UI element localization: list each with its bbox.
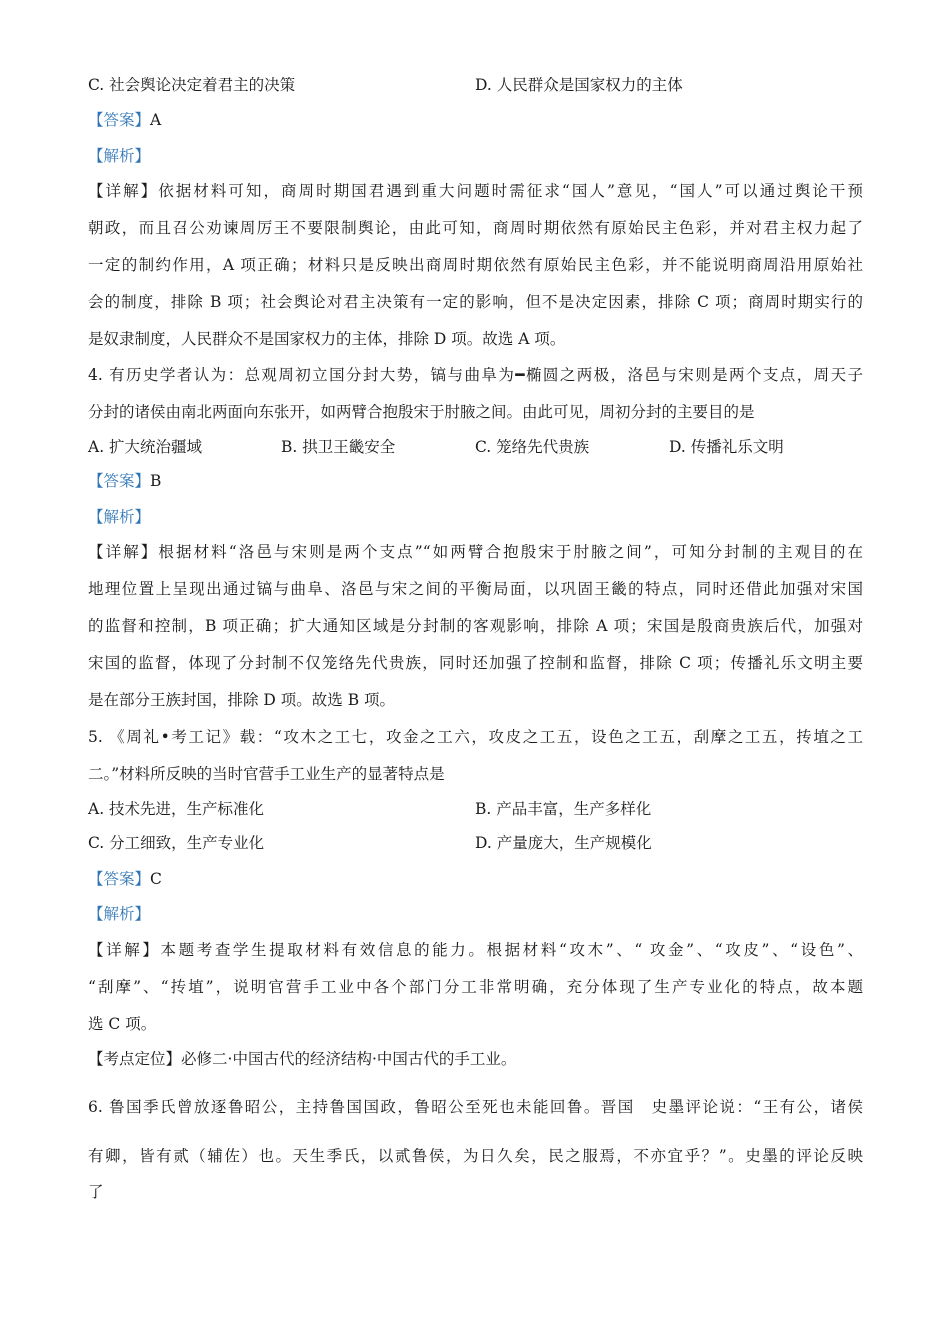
q3-detail-line: 是奴隶制度，人民群众不是国家权力的主体，排除 D 项。故选 A 项。 (88, 330, 566, 348)
q6-stem: 6. 鲁国季氏曾放逐鲁昭公，主持鲁国国政，鲁昭公至死也未能回鲁。晋国 史墨评论说：“王有公，诸侯 (88, 1098, 863, 1116)
q4-detail-line: 是在部分王族封国，排除 D 项。故选 B 项。 (88, 691, 396, 709)
q5-detail-line: “刮摩”、“抟埴”，说明官营手工业中各个部门分工非常明确，充分体现了生产专业化的特点，故本题 (88, 978, 863, 996)
q6-stem: 了 (88, 1183, 104, 1201)
answer-tag: 【答案】 (88, 870, 151, 888)
answer-value: C (150, 870, 162, 888)
answer-tag: 【答案】 (88, 472, 151, 490)
point-tag: 【考点定位】 (88, 1050, 182, 1068)
q4-option-b[interactable]: B. 拱卫王畿安全 (281, 438, 396, 456)
detail-tag: 【详解】 (88, 941, 161, 959)
q5-option-c[interactable]: C. 分工细致，生产专业化 (88, 834, 265, 852)
answer-tag: 【答案】 (88, 111, 151, 129)
q4-detail-line: 宋国的监督，体现了分封制不仅笼络先代贵族，同时还加强了控制和监督，排除 C 项；传播礼乐文明主要 (88, 654, 863, 672)
answer-value: A (150, 111, 162, 129)
q3-analysis-tag: 【解析】 (88, 147, 151, 165)
q4-option-a[interactable]: A. 扩大统治疆域 (88, 438, 203, 456)
q3-detail-line: 一定的制约作用，A 项正确；材料只是反映出商周时期依然有原始民主色彩，并不能说明商周沿用原始社 (88, 256, 863, 274)
q5-option-d[interactable]: D. 产量庞大，生产规模化 (475, 834, 652, 852)
q5-stem: 二。”材料所反映的当时官营手工业生产的显著特点是 (88, 765, 445, 783)
q4-option-d[interactable]: D. 传播礼乐文明 (669, 438, 784, 456)
q5-option-b[interactable]: B. 产品丰富，生产多样化 (475, 800, 652, 818)
detail-tag: 【详解】 (88, 182, 159, 200)
q4-analysis-tag: 【解析】 (88, 508, 151, 526)
q5-answer (88, 868, 162, 890)
q4-detail-line: 的监督和控制，B 项正确；扩大通知区域是分封制的客观影响，排除 A 项；宋国是殷商贵族后代，加强对 (88, 617, 863, 635)
q5-option-a[interactable]: A. 技术先进，生产标准化 (88, 800, 265, 818)
q4-detail-line: 地理位置上呈现出通过镐与曲阜、洛邑与宋之间的平衡局面，以巩固王畿的特点，同时还借此加强对宋国 (88, 580, 863, 598)
q5-detail-line: 【详解】本题考查学生提取材料有效信息的能力。根据材料“攻木”、“ 攻金”、“攻皮”、“设色”、 (88, 941, 863, 959)
q3-option-c[interactable]: C. 社会舆论决定着君主的决策 (88, 76, 296, 94)
q5-stem: 5. 《周礼•考工记》载：“攻木之工七，攻金之工六，攻皮之工五，设色之工五，刮摩之工五，抟埴之工 (88, 728, 863, 746)
q3-answer (88, 109, 161, 131)
q4-answer (88, 470, 161, 492)
q4-stem: 4. 有历史学者认为：总观周初立国分封大势，镐与曲阜为━椭圆之两极，洛邑与宋则是两个支点，周天子 (88, 366, 863, 384)
q5-analysis-tag: 【解析】 (88, 905, 151, 923)
q4-detail-line: 【详解】根据材料“洛邑与宋则是两个支点”“如两臂合抱殷宋于肘腋之间”，可知分封制的主观目的在 (88, 543, 863, 561)
q3-detail-line: 会的制度，排除 B 项；社会舆论对君主决策有一定的影响，但不是决定因素，排除 C 项；商周时期实行的 (88, 293, 863, 311)
detail-tag: 【详解】 (88, 543, 159, 561)
answer-value: B (150, 472, 162, 490)
q3-detail-line: 【详解】依据材料可知，商周时期国君遇到重大问题时需征求“国人”意见，“国人”可以通过舆论干预 (88, 182, 863, 200)
q3-detail-line: 朝政，而且召公劝谏周厉王不要限制舆论，由此可知，商周时期依然有原始民主色彩，并对君主权力起了 (88, 219, 863, 237)
q5-point: 【考点定位】必修二·中国古代的经济结构·中国古代的手工业。 (88, 1050, 517, 1068)
q5-detail-line: 选 C 项。 (88, 1015, 157, 1033)
q4-option-c[interactable]: C. 笼络先代贵族 (475, 438, 590, 456)
q4-stem: 分封的诸侯由南北两面向东张开，如两臂合抱殷宋于肘腋之间。由此可见，周初分封的主要目的是 (88, 403, 755, 421)
q3-option-d[interactable]: D. 人民群众是国家权力的主体 (475, 76, 683, 94)
q6-stem: 有卿，皆有贰（辅佐）也。天生季氏，以贰鲁侯，为日久矣，民之服焉，不亦宜乎？”。史墨的评论反映 (88, 1147, 863, 1165)
